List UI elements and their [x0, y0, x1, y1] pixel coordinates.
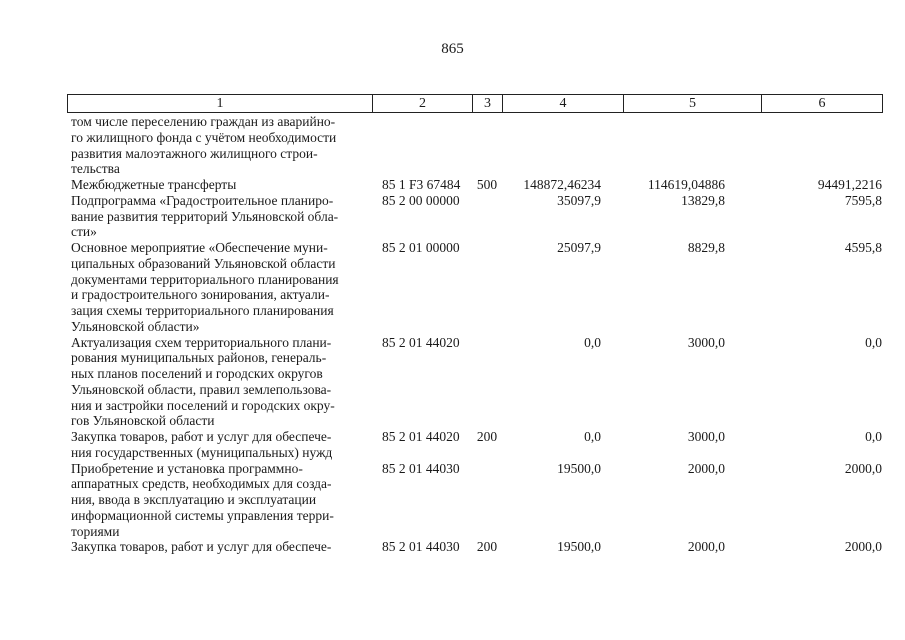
description-line: зация схемы территориального планирования: [71, 303, 334, 318]
row-value-col4: 0,0: [584, 334, 601, 350]
row-value-col6: 0,0: [865, 334, 882, 350]
description-line: Актуализация схем территориального плани-: [71, 334, 332, 350]
row-value-col4: 35097,9: [557, 192, 601, 208]
column-header-4: 4: [503, 95, 624, 113]
column-header-3: 3: [473, 95, 503, 113]
description-line: Закупка товаров, работ и услуг для обеспече-: [71, 539, 332, 555]
row-value-col5: 2000,0: [687, 460, 725, 476]
column-header-5: 5: [624, 95, 762, 113]
row-expense-type: [472, 335, 502, 430]
row-description: [67, 177, 372, 193]
description-line: ния, ввода в эксплуатацию и эксплуатации: [71, 492, 317, 507]
row-value-col5: 8829,8: [687, 240, 725, 255]
row-code: 85 2 01 44020: [382, 334, 460, 350]
description-line: ципальных образований Ульяновской области: [71, 255, 336, 271]
row-expense-type: [472, 461, 502, 540]
row-value-col5: 114619,04886: [647, 177, 725, 192]
description-line: сти»: [71, 224, 97, 240]
row-description: [67, 335, 372, 430]
row-value-col5: [623, 114, 761, 177]
row-value-col6: [761, 114, 882, 177]
row-description: [67, 114, 372, 177]
description-line: гов Ульяновской области: [71, 413, 215, 429]
row-expense-type: 500: [476, 177, 498, 192]
row-value-col6: 4595,8: [844, 240, 882, 255]
row-code: 85 2 01 44030: [382, 460, 460, 476]
table-row: [67, 461, 882, 540]
row-code: [372, 114, 472, 177]
description-line: Ульяновской области»: [71, 318, 200, 334]
row-value-col4: 19500,0: [557, 460, 601, 476]
column-header-table: [67, 94, 883, 113]
description-line: вание развития территорий Ульяновской обла-: [71, 208, 339, 224]
description-line: аппаратных средств, необходимых для созда-: [71, 476, 332, 492]
description-line: го жилищного фонда с учётом необходимости: [71, 129, 337, 145]
page-number: 865: [441, 41, 464, 57]
row-value-col5: 2000,0: [687, 539, 725, 555]
row-value-col5: 3000,0: [687, 334, 725, 350]
description-line: Основное мероприятие «Обеспечение муни-: [71, 240, 328, 255]
row-value-col4: [502, 114, 623, 177]
row-value-col6: 94491,2216: [817, 177, 882, 192]
budget-table-body: [67, 114, 882, 555]
row-expense-type: 200: [476, 539, 498, 555]
description-line: ния государственных (муниципальных) нужд: [71, 444, 333, 460]
row-value-col6: 2000,0: [844, 460, 882, 476]
table-row: [67, 177, 882, 193]
description-line: Ульяновской области, правил землепользова-: [71, 381, 332, 397]
row-expense-type: [472, 193, 502, 240]
row-value-col6: 0,0: [865, 429, 882, 444]
row-value-col5: 3000,0: [687, 429, 725, 444]
description-line: развития малоэтажного жилищного строи-: [71, 145, 318, 161]
row-description: [67, 240, 372, 335]
description-line: Подпрограмма «Градостроительное планиро-: [71, 192, 334, 208]
description-line: Приобретение и установка программно-: [71, 460, 303, 476]
row-description: [67, 461, 372, 540]
description-line: ториями: [71, 523, 120, 539]
row-description: [67, 539, 372, 555]
description-line: Закупка товаров, работ и услуг для обеспече-: [71, 429, 332, 444]
row-value-col4: 148872,46234: [523, 177, 601, 192]
description-line: информационной системы управления терри-: [71, 507, 334, 523]
column-header-row: [68, 95, 883, 113]
column-header-1: 1: [68, 95, 373, 113]
table-row: [67, 429, 882, 461]
table-row: [67, 114, 882, 177]
row-expense-type: 200: [476, 429, 498, 444]
description-line: Межбюджетные трансферты: [71, 177, 237, 192]
row-code: 85 2 01 00000: [382, 240, 460, 255]
row-value-col5: 13829,8: [681, 192, 725, 208]
description-line: рования муниципальных районов, генераль-: [71, 350, 327, 366]
row-code: 85 2 00 00000: [382, 192, 460, 208]
table-row: [67, 335, 882, 430]
table-row: [67, 240, 882, 335]
table-row: [67, 193, 882, 240]
description-line: том числе переселению граждан из аварийно-: [71, 114, 336, 129]
column-header-2: 2: [373, 95, 473, 113]
description-line: и градостроительного зонирования, актуали-: [71, 287, 330, 303]
row-expense-type: [472, 240, 502, 335]
description-line: ния и застройки поселений и городских окру-: [71, 397, 335, 413]
row-expense-type: [472, 114, 502, 177]
row-value-col6: 7595,8: [844, 192, 882, 208]
column-header-6: 6: [762, 95, 883, 113]
table-row: [67, 539, 882, 555]
row-value-col4: 25097,9: [557, 240, 601, 255]
row-code: 85 1 F3 67484: [382, 177, 461, 192]
row-code: 85 2 01 44020: [382, 429, 460, 444]
row-value-col4: 0,0: [584, 429, 601, 444]
row-description: [67, 193, 372, 240]
row-value-col6: 2000,0: [844, 539, 882, 555]
description-line: ных планов поселений и городских округов: [71, 366, 323, 381]
row-value-col4: 19500,0: [557, 539, 601, 555]
description-line: документами территориального планирования: [71, 271, 339, 287]
description-line: тельства: [71, 161, 120, 177]
row-code: 85 2 01 44030: [382, 539, 460, 555]
row-description: [67, 429, 372, 461]
